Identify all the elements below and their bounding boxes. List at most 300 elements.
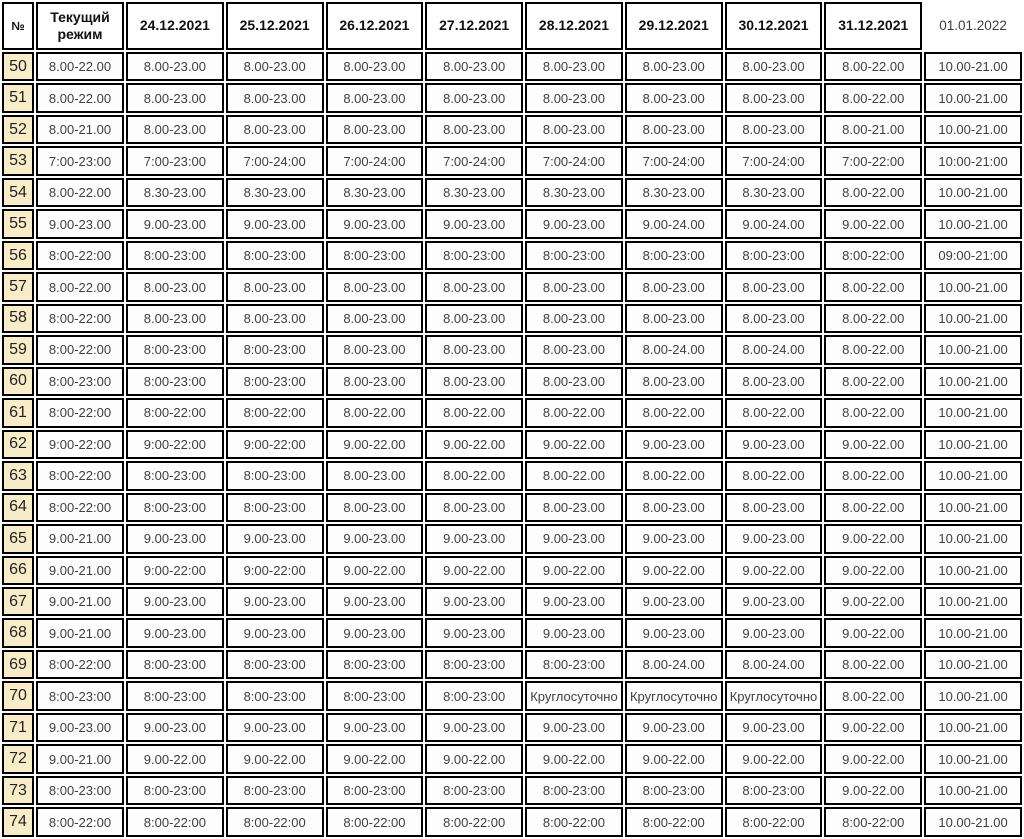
- schedule-cell: 9.00-22.00: [525, 430, 623, 459]
- schedule-cell: 8.00-23.00: [226, 115, 324, 144]
- schedule-cell: 8.00-23.00: [326, 493, 424, 522]
- schedule-cell: 9.00-21.00: [36, 524, 124, 553]
- schedule-cell: 8:00-22:00: [525, 807, 623, 837]
- schedule-cell: 9.00-24.00: [725, 209, 823, 238]
- schedule-cell: 8.30-23.00: [226, 178, 324, 207]
- table-row: [2, 650, 1022, 679]
- schedule-cell: 8.00-23.00: [625, 493, 723, 522]
- schedule-cell: 8.00-23.00: [326, 335, 424, 364]
- schedule-cell: 8.30-23.00: [725, 178, 823, 207]
- schedule-cell: 09:00-21:00: [924, 241, 1022, 270]
- schedule-cell: 10:00-21:00: [924, 146, 1022, 175]
- column-header-date-29.12.2021: 29.12.2021: [625, 2, 723, 50]
- schedule-cell: 10.00-21.00: [924, 493, 1022, 522]
- schedule-cell: 8.00-22.00: [824, 650, 922, 679]
- schedule-cell: 9.00-22.00: [824, 713, 922, 742]
- schedule-cell: 8.00-23.00: [425, 335, 523, 364]
- schedule-cell: 8:00-23:00: [36, 681, 124, 710]
- schedule-cell: 8.00-22.00: [824, 178, 922, 207]
- schedule-cell: 8.00-22.00: [36, 83, 124, 112]
- schedule-cell: 10.00-21.00: [924, 367, 1022, 396]
- schedule-cell: 8:00-22:00: [824, 807, 922, 837]
- column-header-date-24.12.2021: 24.12.2021: [126, 2, 224, 50]
- schedule-cell: 9.00-23.00: [725, 713, 823, 742]
- schedule-cell: 9.00-22.00: [625, 556, 723, 585]
- schedule-cell: 8:00-23:00: [326, 650, 424, 679]
- schedule-cell: 8.00-23.00: [725, 493, 823, 522]
- row-number-cell: 71: [2, 713, 34, 742]
- schedule-cell: 8:00-23:00: [326, 776, 424, 805]
- schedule-cell: 9.00-23.00: [625, 618, 723, 647]
- schedule-cell: 9.00-22.00: [824, 430, 922, 459]
- row-number-cell: 52: [2, 115, 34, 144]
- schedule-cell: 9.00-23.00: [725, 618, 823, 647]
- schedule-cell: 8:00-23:00: [725, 241, 823, 270]
- schedule-cell: 8.00-23.00: [126, 52, 224, 81]
- schedule-cell: 9.00-22.00: [625, 744, 723, 773]
- schedule-cell: 8.00-23.00: [326, 304, 424, 333]
- row-number-cell: 72: [2, 744, 34, 773]
- schedule-cell: 8.00-23.00: [425, 272, 523, 301]
- schedule-cell: 9.00-22.00: [226, 744, 324, 773]
- row-number-cell: 70: [2, 681, 34, 710]
- schedule-cell: 8:00-23:00: [226, 335, 324, 364]
- schedule-cell: 8:00-23:00: [226, 776, 324, 805]
- schedule-cell: 8:00-22:00: [226, 398, 324, 427]
- schedule-cell: 8.00-22.00: [824, 398, 922, 427]
- row-number-cell: 53: [2, 146, 34, 175]
- schedule-cell: 8:00-23:00: [525, 241, 623, 270]
- row-number-cell: 66: [2, 556, 34, 585]
- schedule-cell: 9.00-23.00: [126, 618, 224, 647]
- row-number-cell: 65: [2, 524, 34, 553]
- schedule-cell: 8.00-23.00: [425, 115, 523, 144]
- schedule-cell: 8:00-23:00: [226, 493, 324, 522]
- schedule-cell: 8.00-22.00: [36, 272, 124, 301]
- schedule-cell: 10.00-21.00: [924, 587, 1022, 616]
- schedule-cell: 10.00-21.00: [924, 304, 1022, 333]
- schedule-cell: 8.00-22.00: [525, 398, 623, 427]
- schedule-cell: 8.00-23.00: [525, 493, 623, 522]
- schedule-cell: 8:00-23:00: [326, 681, 424, 710]
- schedule-cell: 8:00-23:00: [126, 241, 224, 270]
- schedule-cell: 8.00-22.00: [824, 304, 922, 333]
- row-number-cell: 59: [2, 335, 34, 364]
- table-row: [2, 587, 1022, 616]
- schedule-cell: 8.00-23.00: [725, 115, 823, 144]
- schedule-cell: 9.00-23.00: [326, 209, 424, 238]
- schedule-cell: 7:00-24:00: [226, 146, 324, 175]
- table-row: [2, 178, 1022, 207]
- row-number-cell: 55: [2, 209, 34, 238]
- schedule-cell: 10.00-21.00: [924, 178, 1022, 207]
- schedule-cell: 8.30-23.00: [126, 178, 224, 207]
- schedule-cell: 8.00-22.00: [824, 52, 922, 81]
- schedule-cell: 8.00-22.00: [425, 398, 523, 427]
- schedule-cell: 9.00-23.00: [126, 524, 224, 553]
- schedule-cell: 8.00-23.00: [725, 304, 823, 333]
- schedule-cell: 9.00-22.00: [824, 744, 922, 773]
- schedule-cell: 8.00-22.00: [824, 493, 922, 522]
- schedule-cell: 9.00-22.00: [725, 744, 823, 773]
- schedule-cell: 8:00-23:00: [326, 241, 424, 270]
- schedule-cell: 8:00-22:00: [725, 807, 823, 837]
- table-row: [2, 52, 1022, 81]
- column-header-current-mode: Текущий режим: [36, 2, 124, 50]
- schedule-cell: 9.00-22.00: [525, 744, 623, 773]
- table-row: [2, 272, 1022, 301]
- schedule-cell: 9.00-23.00: [525, 618, 623, 647]
- schedule-cell: 10.00-21.00: [924, 52, 1022, 81]
- schedule-cell: 10.00-21.00: [924, 807, 1022, 837]
- column-header-date-26.12.2021: 26.12.2021: [326, 2, 424, 50]
- schedule-cell: 7:00-23:00: [126, 146, 224, 175]
- schedule-cell: 8:00-23:00: [625, 241, 723, 270]
- schedule-cell: 8:00-22:00: [226, 807, 324, 837]
- schedule-cell: Круглосуточно: [725, 681, 823, 710]
- schedule-cell: 9.00-21.00: [36, 587, 124, 616]
- table-row: [2, 398, 1022, 427]
- row-number-cell: 51: [2, 83, 34, 112]
- schedule-cell: 9.00-23.00: [226, 209, 324, 238]
- schedule-cell: 9.00-23.00: [625, 524, 723, 553]
- schedule-cell: 8:00-23:00: [425, 776, 523, 805]
- schedule-cell: 9:00-22:00: [226, 430, 324, 459]
- schedule-cell: 8.00-23.00: [525, 335, 623, 364]
- table-row: [2, 524, 1022, 553]
- schedule-cell: 9.00-23.00: [625, 587, 723, 616]
- schedule-cell: 8:00-22:00: [126, 807, 224, 837]
- table-row: [2, 776, 1022, 805]
- schedule-cell: 8.00-23.00: [226, 304, 324, 333]
- schedule-cell: 8.00-22.00: [36, 178, 124, 207]
- schedule-cell: 10.00-21.00: [924, 681, 1022, 710]
- schedule-cell: 8:00-23:00: [226, 241, 324, 270]
- column-header-date-01.01.2022: 01.01.2022: [924, 2, 1022, 50]
- schedule-cell: 9.00-21.00: [36, 744, 124, 773]
- schedule-cell: 8:00-22:00: [36, 398, 124, 427]
- row-number-cell: 69: [2, 650, 34, 679]
- schedule-cell: 8.00-23.00: [425, 367, 523, 396]
- schedule-cell: 9.00-22.00: [326, 556, 424, 585]
- schedule-cell: 8.00-23.00: [226, 52, 324, 81]
- row-number-cell: 68: [2, 618, 34, 647]
- row-number-cell: 57: [2, 272, 34, 301]
- column-header-date-27.12.2021: 27.12.2021: [425, 2, 523, 50]
- schedule-cell: 9.00-23.00: [425, 209, 523, 238]
- table-row: [2, 304, 1022, 333]
- schedule-cell: 9.00-23.00: [226, 618, 324, 647]
- schedule-cell: 7:00-22:00: [824, 146, 922, 175]
- table-row: [2, 618, 1022, 647]
- schedule-cell: 8:00-23:00: [226, 650, 324, 679]
- schedule-cell: 8.00-23.00: [525, 52, 623, 81]
- schedule-cell: 8:00-23:00: [226, 367, 324, 396]
- schedule-cell: 8.00-22.00: [525, 461, 623, 490]
- schedule-cell: 9.00-23.00: [126, 713, 224, 742]
- schedule-cell: 8.00-22.00: [625, 398, 723, 427]
- schedule-cell: 8:00-23:00: [725, 776, 823, 805]
- schedule-cell: 8.30-23.00: [326, 178, 424, 207]
- schedule-cell: 8.00-23.00: [725, 52, 823, 81]
- schedule-cell: 9.00-22.00: [824, 209, 922, 238]
- schedule-cell: 9.00-23.00: [126, 587, 224, 616]
- schedule-cell: 8.30-23.00: [625, 178, 723, 207]
- row-number-cell: 60: [2, 367, 34, 396]
- row-number-cell: 50: [2, 52, 34, 81]
- schedule-cell: 8:00-22:00: [36, 335, 124, 364]
- schedule-cell: 8.00-23.00: [725, 272, 823, 301]
- schedule-cell: 10.00-21.00: [924, 430, 1022, 459]
- schedule-cell: 9.00-22.00: [326, 430, 424, 459]
- table-row: [2, 335, 1022, 364]
- schedule-cell: 9.00-23.00: [126, 209, 224, 238]
- schedule-cell: 8:00-23:00: [425, 241, 523, 270]
- schedule-cell: 9:00-22:00: [226, 556, 324, 585]
- schedule-cell: 9.00-21.00: [36, 618, 124, 647]
- table-row: [2, 713, 1022, 742]
- schedule-cell: 8.00-23.00: [625, 367, 723, 396]
- schedule-cell: 8.00-22.00: [824, 335, 922, 364]
- schedule-cell: 8.00-22.00: [824, 461, 922, 490]
- schedule-cell: 8.00-23.00: [226, 83, 324, 112]
- schedule-cell: 8.00-23.00: [525, 83, 623, 112]
- schedule-cell: 9.00-21.00: [36, 556, 124, 585]
- schedule-cell: 10.00-21.00: [924, 776, 1022, 805]
- schedule-cell: 7:00-24:00: [425, 146, 523, 175]
- table-row: [2, 807, 1022, 837]
- schedule-cell: 8.00-23.00: [425, 493, 523, 522]
- schedule-cell: 10.00-21.00: [924, 335, 1022, 364]
- schedule-cell: 8:00-23:00: [425, 681, 523, 710]
- schedule-cell: 8:00-23:00: [126, 461, 224, 490]
- schedule-cell: 8.00-23.00: [126, 272, 224, 301]
- schedule-cell: 10.00-21.00: [924, 115, 1022, 144]
- row-number-cell: 58: [2, 304, 34, 333]
- row-number-cell: 64: [2, 493, 34, 522]
- schedule-cell: 9.00-23.00: [36, 713, 124, 742]
- schedule-cell: 8:00-23:00: [425, 650, 523, 679]
- schedule-cell: 8.00-22.00: [725, 398, 823, 427]
- schedule-cell: 9.00-23.00: [625, 430, 723, 459]
- schedule-cell: 8.00-23.00: [425, 52, 523, 81]
- schedule-cell: 8.00-23.00: [625, 272, 723, 301]
- schedule-cell: 8.00-23.00: [326, 115, 424, 144]
- table-row: [2, 241, 1022, 270]
- schedule-cell: 9.00-23.00: [525, 524, 623, 553]
- schedule-cell: 8.00-23.00: [126, 304, 224, 333]
- schedule-cell: 10.00-21.00: [924, 744, 1022, 773]
- column-header-date-30.12.2021: 30.12.2021: [725, 2, 823, 50]
- row-number-cell: 67: [2, 587, 34, 616]
- schedule-cell: 9.00-22.00: [326, 744, 424, 773]
- schedule-cell: 8.00-22.00: [725, 461, 823, 490]
- schedule-cell: 8.00-23.00: [126, 83, 224, 112]
- schedule-cell: 8:00-23:00: [126, 335, 224, 364]
- schedule-cell: 8:00-22:00: [625, 807, 723, 837]
- schedule-cell: 8.00-23.00: [326, 272, 424, 301]
- schedule-cell: 8.00-23.00: [326, 52, 424, 81]
- schedule-cell: 8.30-23.00: [525, 178, 623, 207]
- schedule-cell: 7:00-24:00: [725, 146, 823, 175]
- schedule-cell: 9.00-23.00: [525, 209, 623, 238]
- schedule-cell: 9.00-23.00: [36, 209, 124, 238]
- schedule-cell: 9.00-22.00: [824, 556, 922, 585]
- schedule-cell: 9.00-22.00: [425, 430, 523, 459]
- row-number-cell: 54: [2, 178, 34, 207]
- schedule-cell: 9.00-23.00: [326, 524, 424, 553]
- schedule-cell: 8.00-22.00: [36, 52, 124, 81]
- schedule-cell: 8:00-23:00: [126, 776, 224, 805]
- schedule-cell: 10.00-21.00: [924, 524, 1022, 553]
- schedule-cell: 8:00-23:00: [36, 776, 124, 805]
- schedule-cell: 9.00-23.00: [625, 713, 723, 742]
- schedule-cell: 9.00-23.00: [525, 713, 623, 742]
- schedule-cell: 7:00-24:00: [326, 146, 424, 175]
- schedule-cell: 8.00-22.00: [326, 398, 424, 427]
- row-number-cell: 63: [2, 461, 34, 490]
- schedule-cell: 8.00-23.00: [326, 367, 424, 396]
- table-row: [2, 146, 1022, 175]
- schedule-cell: 9.00-23.00: [725, 587, 823, 616]
- row-number-cell: 56: [2, 241, 34, 270]
- schedule-cell: 9.00-23.00: [425, 618, 523, 647]
- schedule-cell: 8.00-23.00: [725, 367, 823, 396]
- column-header-date-28.12.2021: 28.12.2021: [525, 2, 623, 50]
- schedule-cell: 8:00-22:00: [36, 461, 124, 490]
- schedule-cell: 9.00-22.00: [824, 618, 922, 647]
- schedule-cell: 8:00-23:00: [36, 367, 124, 396]
- row-number-cell: 61: [2, 398, 34, 427]
- schedule-cell: 8.00-23.00: [525, 367, 623, 396]
- schedule-cell: 10.00-21.00: [924, 650, 1022, 679]
- schedule-cell: 8.00-23.00: [425, 304, 523, 333]
- schedule-cell: 8.00-24.00: [625, 650, 723, 679]
- schedule-cell: 8.00-22.00: [824, 681, 922, 710]
- schedule-cell: 9.00-22.00: [525, 556, 623, 585]
- schedule-cell: 9.00-22.00: [824, 776, 922, 805]
- table-row: [2, 681, 1022, 710]
- schedule-cell: 8.00-23.00: [425, 83, 523, 112]
- table-row: [2, 367, 1022, 396]
- schedule-cell: 8.00-22.00: [824, 272, 922, 301]
- schedule-cell: 9.00-23.00: [425, 587, 523, 616]
- schedule-cell: 9.00-23.00: [525, 587, 623, 616]
- schedule-cell: 9.00-22.00: [126, 744, 224, 773]
- schedule-cell: 9.00-23.00: [326, 618, 424, 647]
- schedule-cell: 9.00-23.00: [326, 713, 424, 742]
- column-header-date-31.12.2021: 31.12.2021: [824, 2, 922, 50]
- schedule-cell: 8.00-22.00: [425, 461, 523, 490]
- row-number-cell: 73: [2, 776, 34, 805]
- table-row: [2, 744, 1022, 773]
- schedule-cell: 9.00-22.00: [425, 556, 523, 585]
- schedule-cell: Круглосуточно: [525, 681, 623, 710]
- schedule-cell: 9.00-22.00: [425, 744, 523, 773]
- schedule-cell: 8.00-23.00: [126, 115, 224, 144]
- schedule-cell: 8.00-23.00: [625, 304, 723, 333]
- schedule-cell: 9:00-22:00: [126, 430, 224, 459]
- schedule-cell: 9.00-23.00: [425, 713, 523, 742]
- table-header-row: [2, 2, 1022, 50]
- schedule-cell: 8:00-23:00: [226, 681, 324, 710]
- schedule-cell: 8:00-22:00: [126, 398, 224, 427]
- schedule-cell: 10.00-21.00: [924, 713, 1022, 742]
- table-row: [2, 115, 1022, 144]
- schedule-cell: 8.00-24.00: [625, 335, 723, 364]
- schedule-cell: 8.00-23.00: [625, 52, 723, 81]
- schedule-cell: 8:00-23:00: [226, 461, 324, 490]
- schedule-cell: 8.30-23.00: [425, 178, 523, 207]
- schedule-cell: 9.00-24.00: [625, 209, 723, 238]
- schedule-cell: 9.00-23.00: [725, 430, 823, 459]
- schedule-cell: 8.00-23.00: [625, 115, 723, 144]
- schedule-cell: 8:00-22:00: [425, 807, 523, 837]
- schedule-cell: 8:00-22:00: [36, 650, 124, 679]
- schedule-cell: 9.00-23.00: [326, 587, 424, 616]
- schedule-cell: 9.00-23.00: [725, 524, 823, 553]
- schedule-cell: 9.00-22.00: [824, 524, 922, 553]
- schedule-cell: 8:00-23:00: [525, 776, 623, 805]
- schedule-cell: 9.00-22.00: [824, 587, 922, 616]
- row-number-cell: 74: [2, 807, 34, 837]
- schedule-cell: 10.00-21.00: [924, 618, 1022, 647]
- schedule-cell: 8:00-22:00: [36, 241, 124, 270]
- schedule-cell: 10.00-21.00: [924, 83, 1022, 112]
- table-row: [2, 556, 1022, 585]
- schedule-cell: 9.00-23.00: [425, 524, 523, 553]
- schedule-cell: 8.00-24.00: [725, 335, 823, 364]
- schedule-cell: 8:00-22:00: [36, 807, 124, 837]
- column-header-number: №: [2, 2, 34, 50]
- schedule-cell: 10.00-21.00: [924, 209, 1022, 238]
- schedule-cell: 8:00-22:00: [36, 493, 124, 522]
- schedule-cell: 8.00-23.00: [525, 304, 623, 333]
- schedule-cell: 8.00-21.00: [824, 115, 922, 144]
- schedule-cell: 8.00-23.00: [525, 115, 623, 144]
- schedule-cell: 9:00-22:00: [126, 556, 224, 585]
- schedule-cell: 9.00-23.00: [226, 587, 324, 616]
- schedule-cell: 8:00-22:00: [824, 241, 922, 270]
- schedule-cell: 8.00-22.00: [824, 367, 922, 396]
- row-number-cell: 62: [2, 430, 34, 459]
- schedule-cell: 8:00-23:00: [126, 681, 224, 710]
- schedule-cell: 8:00-23:00: [525, 650, 623, 679]
- table-row: [2, 430, 1022, 459]
- schedule-cell: 9.00-22.00: [725, 556, 823, 585]
- table-row: [2, 461, 1022, 490]
- schedule-cell: 9.00-23.00: [226, 524, 324, 553]
- schedule-cell: 8:00-23:00: [126, 650, 224, 679]
- schedule-cell: 8.00-23.00: [326, 461, 424, 490]
- schedule-cell: 7:00-23:00: [36, 146, 124, 175]
- schedule-cell: 8.00-23.00: [525, 272, 623, 301]
- schedule-cell: 9.00-23.00: [226, 713, 324, 742]
- schedule-cell: 10.00-21.00: [924, 272, 1022, 301]
- schedule-cell: 8:00-23:00: [625, 776, 723, 805]
- schedule-cell: 7:00-24:00: [625, 146, 723, 175]
- schedule-cell: 10.00-21.00: [924, 556, 1022, 585]
- schedule-cell: 8:00-22:00: [326, 807, 424, 837]
- schedule-cell: 8.00-22.00: [824, 83, 922, 112]
- table-row: [2, 83, 1022, 112]
- schedule-cell: 10.00-21.00: [924, 461, 1022, 490]
- schedule-cell: 7:00-24:00: [525, 146, 623, 175]
- schedule-cell: 8:00-23:00: [126, 493, 224, 522]
- schedule-cell: 8:00-23:00: [126, 367, 224, 396]
- column-header-date-25.12.2021: 25.12.2021: [226, 2, 324, 50]
- schedule-cell: Круглосуточно: [625, 681, 723, 710]
